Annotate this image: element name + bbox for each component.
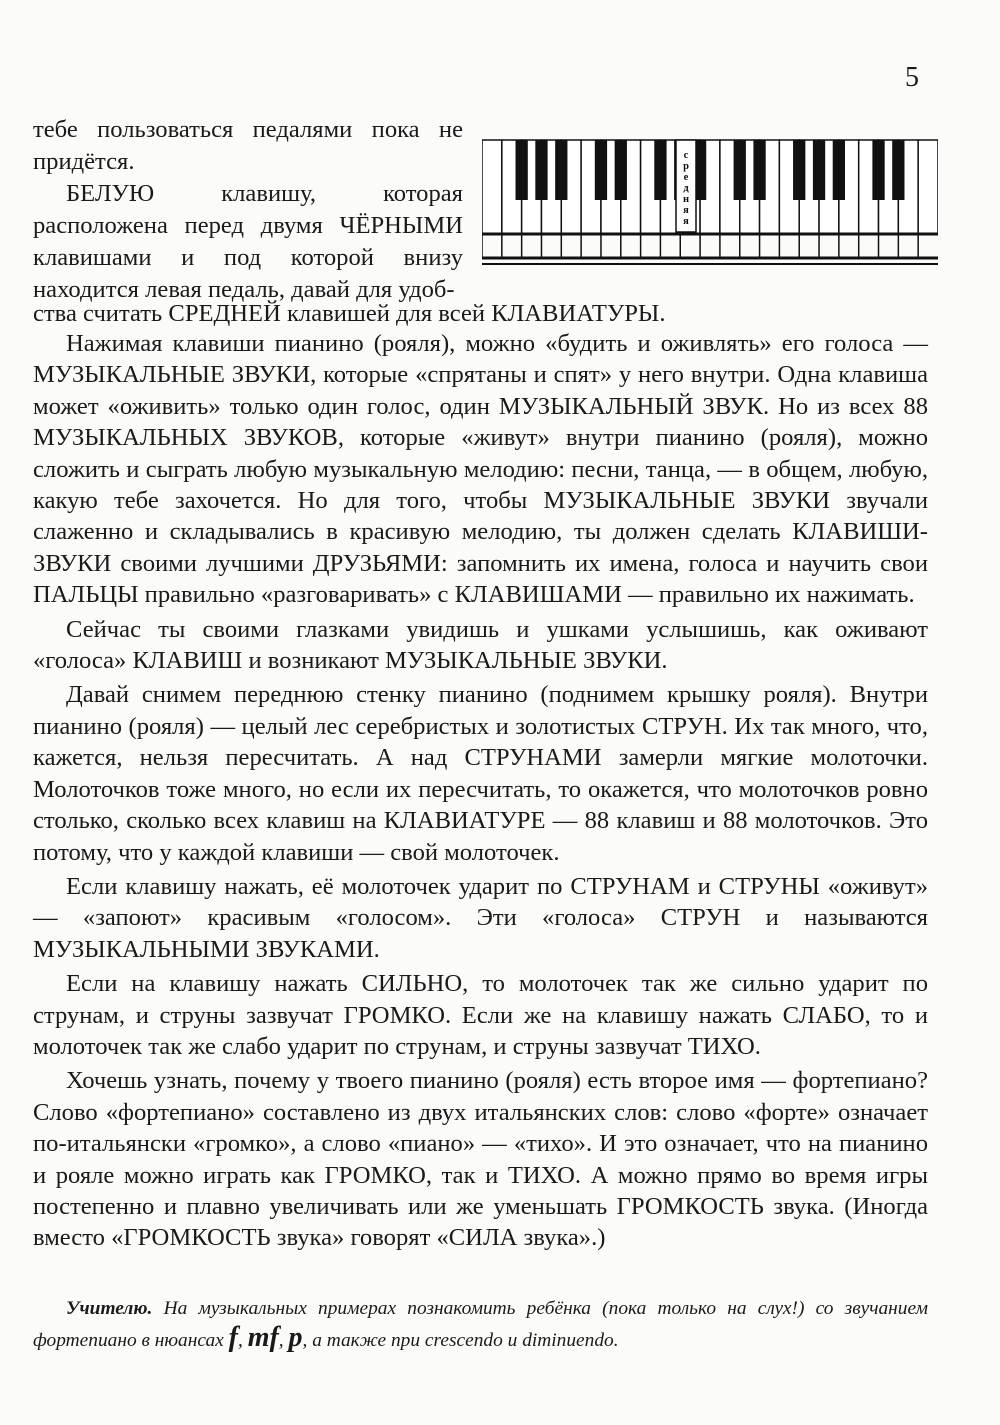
body-paragraph: Давай снимем переднюю стенку пианино (поднимем крышку рояля). Внутри пианино (рояля) — целый лес серебристых и золотистых СТРУН. Их так много, что, кажется, нельзя пересчитать. А над СТРУНАМИ замерли мягкие молоточки. Молоточков тоже много, но если их пересчитать, то окажется, что молоточков ровно столько, сколько всех клавиш на КЛАВИАТУРЕ — 88 клавиш и 88 молоточков. Это потому, что у каждой клавиши — свой молоточек. bbox=[33, 681, 928, 866]
intro-paragraph-1: тебе пользоваться педалями пока не придётся. bbox=[33, 116, 463, 175]
body-paragraph: Хочешь узнать, почему у твоего пианино (рояля) есть второе имя — фортепиано? Слово «фортепиано» составлено из двух итальянских слов: слово «форте» означает по-итальянски «громко», а слово «пиано» — «тихо». И это означает, что на пианино и рояле можно играть как ГРОМКО, так и ТИХО. А можно прямо во время игры постепенно и плавно увеличивать или же уменьшать ГРОМКОСТЬ звука. (Иногда вместо «ГРОМКОСТЬ звука» говорят «СИЛА звука».) bbox=[33, 1067, 928, 1252]
teacher-note: Учителю. На музыкальных примерах познакомить ребёнка (пока только на слух!) со звучанием фортепиано в нюансах f, mf, p, а также при crescendo и diminuendo. bbox=[33, 1298, 928, 1353]
page-number: 5 bbox=[905, 62, 919, 93]
black-key bbox=[595, 140, 607, 200]
black-key bbox=[872, 140, 884, 200]
middle-key-label-letter: я bbox=[683, 216, 689, 227]
black-key bbox=[734, 140, 746, 200]
middle-key-label-letter: е bbox=[683, 172, 689, 183]
black-key bbox=[892, 140, 904, 200]
teacher-note-label: Учителю. bbox=[66, 1298, 153, 1319]
body-paragraph: Если на клавишу нажать СИЛЬНО, то молоточек так же сильно ударит по струнам, и струны зазвучат ГРОМКО. Если же на клавишу нажать СЛАБО, то и молоточек так же слабо ударит по струнам, и струны зазвучат ТИХО. bbox=[33, 970, 928, 1060]
intro-paragraph-2: БЕЛУЮ клавишу, которая расположена перед двумя ЧЁРНЫМИ клавишами и под которой внизу находится левая педаль, давай для удоб- bbox=[33, 180, 463, 303]
white-keys bbox=[482, 140, 938, 258]
middle-key-label-letter: я bbox=[683, 205, 689, 216]
dynamic-mezzo-forte: mf bbox=[247, 1322, 279, 1353]
black-key bbox=[654, 140, 666, 200]
intro-text bbox=[33, 114, 463, 306]
middle-key-label-letter: д bbox=[683, 183, 689, 194]
black-key bbox=[555, 140, 567, 200]
middle-key-label bbox=[683, 150, 689, 227]
body-paragraph: Если клавишу нажать, её молоточек ударит по СТРУНАМ и СТРУНЫ «оживут» — «запоют» красивым «голосом». Эти «голоса» СТРУН и называются МУЗЫКАЛЬНЫМИ ЗВУКАМИ. bbox=[33, 872, 928, 963]
body-text bbox=[33, 328, 928, 1257]
black-key bbox=[833, 140, 845, 200]
black-key bbox=[535, 140, 547, 200]
black-key bbox=[516, 140, 528, 200]
teacher-note-text: На музыкальных примерах познакомить ребёнка (пока только на слух!) со звучанием фортепиано в нюансах bbox=[33, 1298, 928, 1351]
body-paragraph: Сейчас ты своими глазками увидишь и ушками услышишь, как оживают «голоса» КЛАВИШ и возникают МУЗЫКАЛЬНЫЕ ЗВУКИ. bbox=[33, 615, 928, 675]
black-key bbox=[813, 140, 825, 200]
intro-paragraph-2-end: ства считать СРЕДНЕЙ клавишей для всей КЛАВИАТУРЫ. bbox=[33, 300, 666, 327]
middle-key-label-letter: н bbox=[682, 194, 690, 205]
black-key bbox=[753, 140, 765, 200]
white-key bbox=[918, 140, 938, 234]
black-key bbox=[793, 140, 805, 200]
dynamic-forte: f bbox=[228, 1322, 238, 1353]
dynamic-piano: p bbox=[288, 1322, 303, 1353]
middle-key-label-letter: р bbox=[683, 161, 689, 172]
black-key bbox=[615, 140, 627, 200]
teacher-note-text-end: , а также при crescendo и diminuendo. bbox=[302, 1330, 619, 1351]
white-key bbox=[482, 140, 502, 234]
piano-keyboard-illustration bbox=[482, 134, 938, 266]
middle-key-label-letter: с bbox=[683, 150, 689, 161]
body-paragraph: Нажимая клавиши пианино (рояля), можно «будить и оживлять» его голоса — МУЗЫКАЛЬНЫЕ ЗВУКИ, которые «спрятаны и спят» у него внутри. Одна клавиша может «оживить» только один голос, один МУЗЫКАЛЬНЫЙ ЗВУК. Но из всех 88 МУЗЫКАЛЬНЫХ ЗВУКОВ, которые «живут» внутри пианино (рояля), можно сложить и сыграть любую музыкальную мелодию: песни, танца, — в общем, любую, какую тебе захочется. Но для того, чтобы МУЗЫКАЛЬНЫЕ ЗВУКИ звучали слаженно и складывались в красивую мелодию, ты должен сделать КЛАВИШИ-ЗВУКИ своими лучшими ДРУЗЬЯМИ: запомнить их имена, голоса и научить свои ПАЛЬЦЫ правильно «разговаривать» с КЛАВИШАМИ — правильно их нажимать. bbox=[33, 330, 928, 609]
